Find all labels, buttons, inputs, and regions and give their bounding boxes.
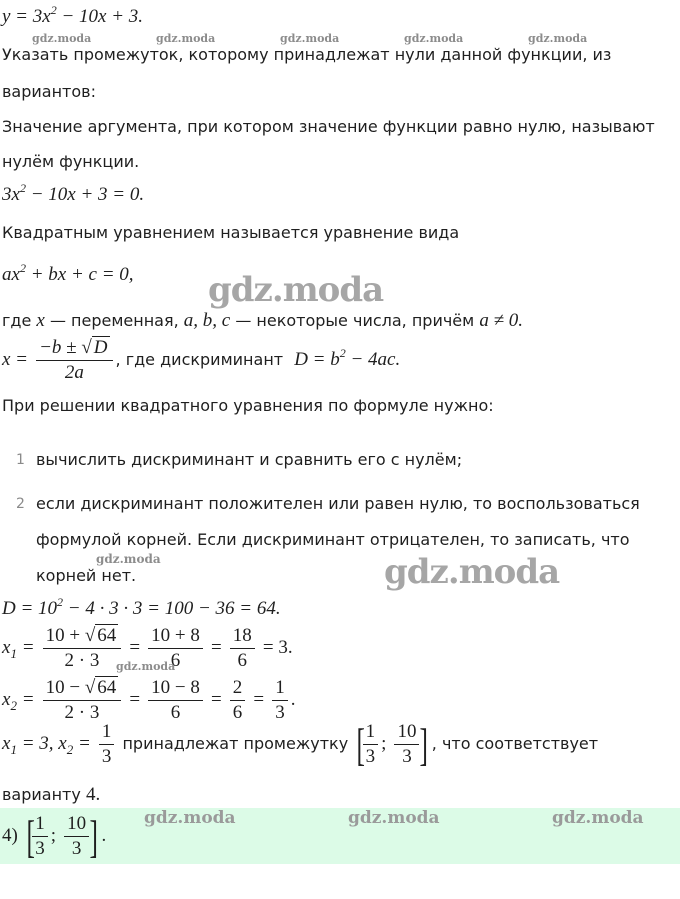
watermark: gdz.moda xyxy=(280,32,340,45)
step-2-line-3: корней нет. xyxy=(36,566,137,585)
step-1-number: 1 xyxy=(16,452,25,468)
equation: $3x^2 - 10x + 3 = 0$. xyxy=(2,181,145,205)
definition-line-2: нулём функции. xyxy=(2,152,140,171)
root-formula: x = $\frac{-b \pm √ D}{2a}$ , где дискриминант $D = b^2 - 4ac$. xyxy=(2,337,401,383)
step-2-number: 2 xyxy=(16,496,25,512)
watermark: gdz.moda xyxy=(404,32,464,45)
step-2-line-2: формулой корней. Если дискриминант отрицателен, то записать, что xyxy=(36,530,630,549)
watermark: gdz.moda xyxy=(528,32,588,45)
conclusion-line-2: варианту 4. xyxy=(2,784,101,805)
step-1-text: вычислить дискриминант и сравнить его с нулём; xyxy=(36,450,463,469)
watermark: gdz.moda xyxy=(32,32,92,45)
step-2-line-1: если дискриминант положителен или равен нулю, то воспользоваться xyxy=(36,494,640,513)
watermark: gdz.moda xyxy=(208,270,384,310)
task-line-1: Указать промежуток, которому принадлежат нули данной функции, из xyxy=(2,45,612,64)
watermark: gdz.moda xyxy=(384,552,560,592)
conclusion-line: $x_1 = 3$, $x_2$ = $\frac{1}{3}$ принадлежат промежутку [ $\frac{1}{3}$ ; $\frac{10}{3}$ ] , что соответствует xyxy=(2,718,599,770)
watermark: gdz.moda xyxy=(116,660,176,673)
watermark: gdz.moda xyxy=(96,552,161,566)
discriminant-calc: $D = 10^2 - 4 \cdot 3 \cdot 3 = 100 - 36 = 64$. xyxy=(2,595,281,619)
rule-intro: При решении квадратного уравнения по формуле нужно: xyxy=(2,396,494,415)
watermark: gdz.moda xyxy=(348,808,440,828)
answer-line: 4) [ $\frac{1}{3}$ ; $\frac{10}{3}$ ] . xyxy=(2,810,107,862)
quadratic-form: $ax^2$ + bx + c = 0, xyxy=(2,261,134,285)
root-x1: $x_1$ = $\frac{10 + √ 64}{2 \cdot 3}$ = $\frac{10 + 8}{6}$ = $\frac{18}{6}$ = 3. xyxy=(2,625,293,671)
task-line-2: вариантов: xyxy=(2,82,96,101)
root-x2: $x_2$ = $\frac{10 - √ 64}{2 \cdot 3}$ = $\frac{10 - 8}{6}$ = $\frac{2}{6}$ = $\frac{1}{3}$ . xyxy=(2,677,296,723)
definition-line-1: Значение аргумента, при котором значение функции равно нулю, называют xyxy=(2,117,655,136)
where-line: где x — переменная, a, b, c — некоторые числа, причём a ≠ 0. xyxy=(2,310,523,331)
function-line: $y = 3x^2 - 10x + 3$. xyxy=(2,3,144,27)
watermark: gdz.moda xyxy=(156,32,216,45)
watermark: gdz.moda xyxy=(144,808,236,828)
watermark: gdz.moda xyxy=(552,808,644,828)
quadratic-definition: Квадратным уравнением называется уравнение вида xyxy=(2,223,460,242)
